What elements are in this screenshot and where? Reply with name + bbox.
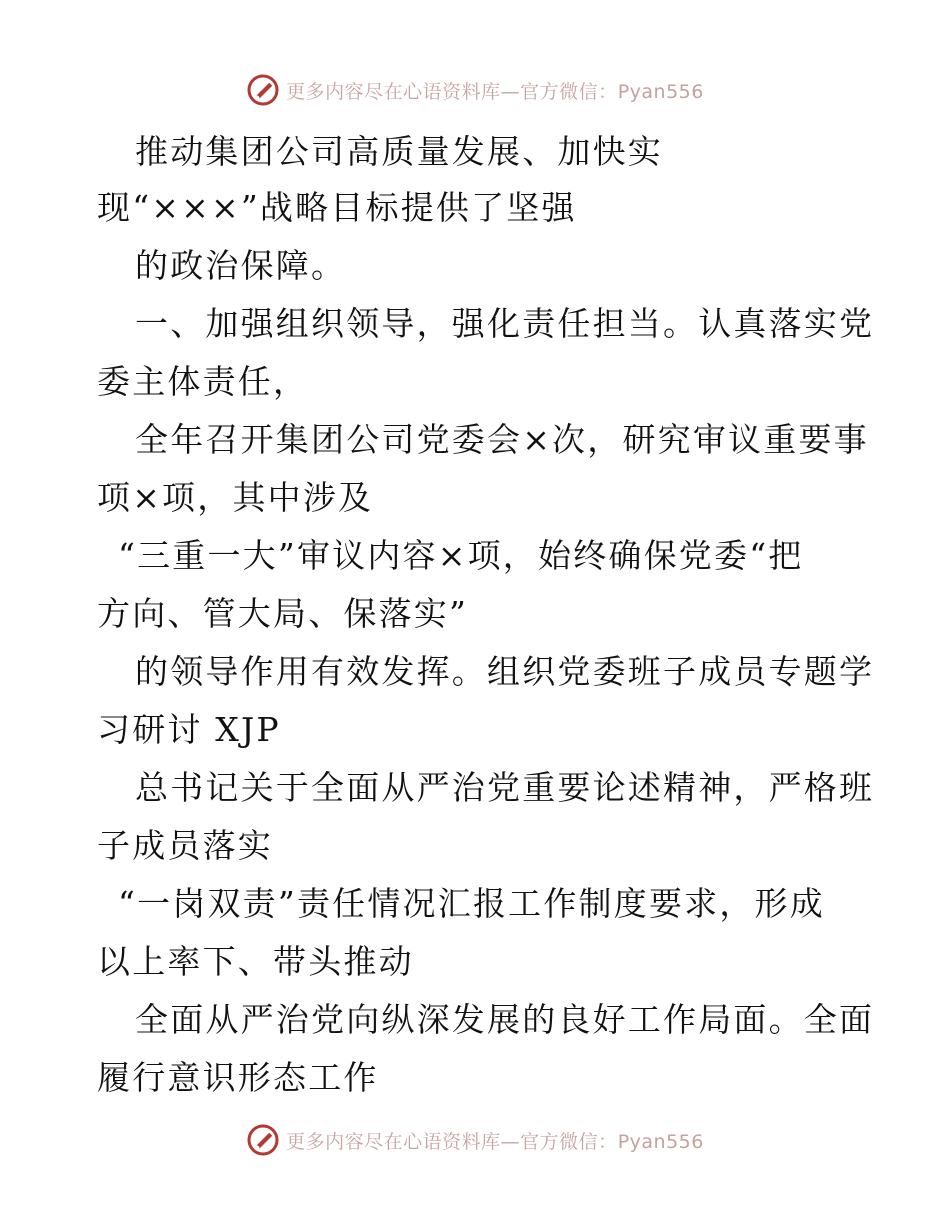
text-line-13: 子成员落实 [97, 826, 273, 865]
watermark-label: 官方微信： [520, 1130, 618, 1153]
text-line-8: “三重一大”审议内容×项，始终确保党委“把 [118, 536, 804, 575]
watermark-id: Pyan556 [617, 1130, 704, 1153]
watermark-main: 更多内容尽在心语资料库 [286, 80, 501, 103]
footer-watermark [0, 1120, 950, 1160]
text-line-16: 全面从严治党向纵深发展的良好工作局面。全面 [135, 1000, 875, 1039]
watermark-separator: — [500, 80, 521, 103]
text-line-15: 以上率下、带头推动 [97, 942, 414, 981]
text-line-6: 全年召开集团公司党委会×次，研究审议重要事 [135, 420, 869, 459]
quill-pen-seal-icon [246, 1123, 280, 1157]
text-line-17: 履行意识形态工作 [97, 1058, 379, 1097]
text-line-7: 项×项，其中涉及 [97, 478, 374, 517]
watermark-separator: — [500, 1130, 521, 1153]
text-line-10: 的领导作用有效发挥。组织党委班子成员专题学 [135, 652, 875, 691]
text-line-9: 方向、管大局、保落实” [97, 594, 469, 633]
watermark-text [286, 1127, 704, 1154]
text-line-1: 推动集团公司高质量发展、加快实 [135, 132, 663, 171]
text-line-5: 委主体责任， [97, 362, 309, 401]
watermark-main: 更多内容尽在心语资料库 [286, 1130, 501, 1153]
text-line-2: 现“×××”战略目标提供了坚强 [97, 188, 577, 227]
text-line-11: 习研讨 XJP [97, 710, 281, 749]
watermark-text [286, 77, 704, 104]
header-watermark [0, 70, 950, 110]
text-line-14: “一岗双责”责任情况汇报工作制度要求，形成 [118, 884, 825, 923]
text-line-12: 总书记关于全面从严治党重要论述精神，严格班 [135, 768, 875, 807]
watermark-id: Pyan556 [617, 80, 704, 103]
quill-pen-seal-icon [246, 73, 280, 107]
text-line-4: 一、加强组织领导，强化责任担当。认真落实党 [135, 304, 875, 343]
text-line-3: 的政治保障。 [135, 246, 347, 285]
watermark-label: 官方微信： [520, 80, 618, 103]
